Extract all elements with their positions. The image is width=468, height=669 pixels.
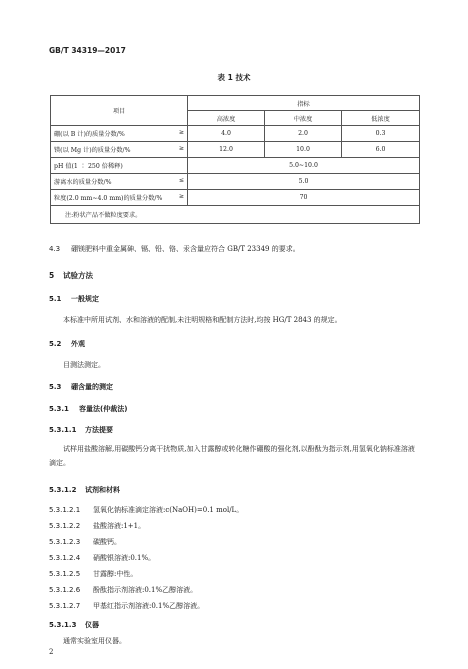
section-title: 硼含量的测定 [71, 383, 113, 391]
table-header-row [51, 96, 420, 111]
section-title: 一般规定 [71, 295, 99, 303]
section-5-1-heading [49, 294, 99, 304]
cell-value: 6.0 [342, 142, 420, 158]
section-5-1-text: 本标准中所用试剂、水和溶液的配制,未注明规格和配制方法时,均按 HG/T 2843 的规定。 [63, 316, 342, 324]
reagent-text: 氢氧化钠标准滴定溶液:c(NaOH)=0.1 mol/L。 [93, 506, 244, 514]
row-name: 硼(以 B 计)的质量分数/% [54, 131, 125, 138]
reagent-item [49, 585, 197, 595]
reagent-item [49, 521, 145, 531]
col-index-header: 指标 [188, 96, 420, 111]
clause-number: 4.3 [49, 245, 61, 253]
section-number: 5.3.1.1 [49, 426, 77, 434]
section-5-2-text: 目测法测定。 [63, 361, 105, 369]
section-5-3-1-heading [49, 404, 127, 414]
table-row [51, 174, 420, 190]
reagent-number: 5.3.1.2.2 [49, 522, 81, 530]
section-title: 外观 [71, 340, 85, 348]
section-5-3-1-1-heading [49, 425, 113, 435]
section-title: 方法提要 [85, 426, 113, 434]
row-name: pH 值(1 ∶ 250 倍稀释) [54, 163, 123, 170]
page-number: 2 [49, 648, 54, 656]
cell-value: 5.0 [188, 174, 420, 190]
reagent-number: 5.3.1.2.7 [49, 602, 81, 610]
reagent-number: 5.3.1.2.1 [49, 506, 81, 514]
section-number: 5.3 [49, 383, 62, 391]
section-number: 5.3.1 [49, 405, 69, 413]
section-title: 仪器 [85, 621, 99, 629]
clause-text: 硼镁肥料中重金属砷、镉、铅、铬、汞含量应符合 GB/T 23349 的要求。 [71, 245, 300, 253]
row-symbol: ≥ [178, 145, 184, 152]
reagent-number: 5.3.1.2.5 [49, 570, 81, 578]
section-number: 5.3.1.3 [49, 621, 77, 629]
section-5-3-1-3-heading [49, 620, 99, 630]
subheader-mid: 中浓度 [265, 111, 342, 126]
reagent-item [49, 569, 137, 579]
subheader-high: 高浓度 [188, 111, 265, 126]
table-note-row [51, 206, 420, 224]
table-caption: 表 1 技术 [217, 73, 251, 82]
table-note: 注:粉状产品不做粒度要求。 [51, 206, 420, 224]
row-symbol: ≥ [178, 129, 184, 136]
cell-value: 0.3 [342, 126, 420, 142]
reagent-item [49, 537, 121, 547]
section-5-3-1-3-text: 通常实验室用仪器。 [63, 637, 126, 645]
row-name: 镁(以 Mg 计)的质量分数/% [54, 147, 131, 154]
reagent-text: 硝酸银溶液:0.1%。 [93, 554, 156, 562]
reagent-item [49, 601, 204, 611]
table-row [51, 190, 420, 206]
row-symbol: ≥ [178, 193, 184, 200]
section-number: 5.1 [49, 295, 62, 303]
clause-4-3 [49, 244, 300, 254]
reagent-number: 5.3.1.2.6 [49, 586, 81, 594]
cell-value: 70 [188, 190, 420, 206]
reagent-text: 甲基红指示剂溶液:0.1%乙醇溶液。 [93, 602, 205, 610]
reagent-text: 碳酸钙。 [93, 538, 121, 546]
section-5-3-heading [49, 382, 113, 392]
reagent-text: 盐酸溶液:1+1。 [93, 522, 146, 530]
cell-value: 5.0~10.0 [188, 158, 420, 174]
spec-table [50, 95, 420, 224]
table-row [51, 142, 420, 158]
section-5-heading [49, 270, 93, 281]
reagent-number: 5.3.1.2.4 [49, 554, 81, 562]
section-number: 5 [49, 271, 55, 280]
section-title: 容量法(仲裁法) [79, 405, 128, 413]
row-name: 游离水的质量分数/% [54, 179, 112, 186]
section-5-2-heading [49, 339, 85, 349]
section-number: 5.2 [49, 340, 62, 348]
cell-value: 10.0 [265, 142, 342, 158]
cell-value: 2.0 [265, 126, 342, 142]
reagent-item [49, 553, 155, 563]
section-5-3-1-1-text: 试样用盐酸溶解,用碳酸钙分离干扰物质,加入甘露醇或转化糖作硼酸的强化剂,以酚酞为指示剂,用氢氧化钠标准溶液滴定。 [49, 445, 415, 467]
reagent-number: 5.3.1.2.3 [49, 538, 81, 546]
table-row [51, 158, 420, 174]
section-number: 5.3.1.2 [49, 486, 77, 494]
cell-value: 4.0 [188, 126, 265, 142]
reagent-item [49, 505, 243, 515]
col-item-header: 项目 [51, 96, 188, 126]
row-symbol: ≤ [178, 177, 184, 184]
table-row [51, 126, 420, 142]
section-5-3-1-2-heading [49, 485, 120, 495]
cell-value: 12.0 [188, 142, 265, 158]
section-title: 试验方法 [63, 271, 93, 280]
reagent-text: 酚酞指示剂溶液:0.1%乙醇溶液。 [93, 586, 198, 594]
reagent-text: 甘露醇:中性。 [93, 570, 138, 578]
row-name: 粒度(2.0 mm~4.0 mm)的质量分数/% [54, 195, 163, 202]
section-title: 试剂和材料 [85, 486, 120, 494]
standard-number: GB/T 34319—2017 [49, 46, 126, 55]
subheader-low: 低浓度 [342, 111, 420, 126]
